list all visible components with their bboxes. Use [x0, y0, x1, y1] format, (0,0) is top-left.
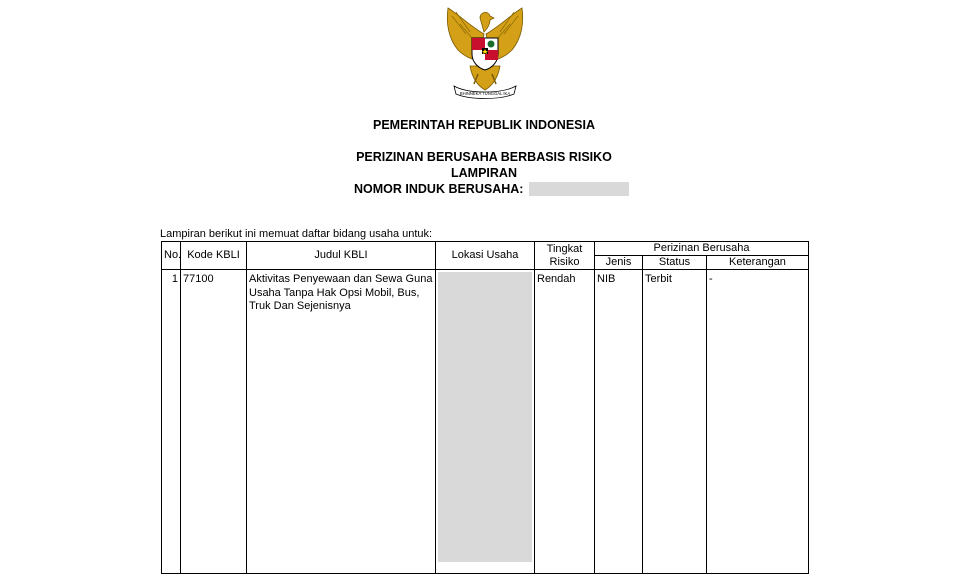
header-status: Status — [643, 256, 707, 270]
lokasi-redacted-block — [438, 272, 532, 562]
garuda-pancasila-emblem-icon — [440, 4, 530, 102]
cell-keterangan: - — [707, 270, 809, 574]
nib-redacted-value — [529, 182, 629, 196]
document-title: PERIZINAN BERUSAHA BERBASIS RISIKO — [356, 150, 612, 164]
cell-status: Terbit — [643, 270, 707, 574]
government-heading: PEMERINTAH REPUBLIK INDONESIA — [372, 118, 595, 132]
cell-kode-kbli: 77100 — [181, 270, 247, 574]
svg-text:BHINNEKA TUNGGAL IKA: BHINNEKA TUNGGAL IKA — [459, 91, 511, 96]
header-no: No. — [162, 242, 181, 270]
cell-judul-kbli: Aktivitas Penyewaan dan Sewa Guna Usaha Tanpa Hak Opsi Mobil, Bus, Truk Dan Sejenisnya — [247, 270, 436, 574]
header-tingkat-risiko: Tingkat Risiko — [535, 242, 595, 270]
cell-tingkat-risiko: Rendah — [535, 270, 595, 574]
intro-text: Lampiran berikut ini memuat daftar bidang usaha untuk: — [160, 228, 433, 240]
kbli-table — [161, 241, 809, 574]
table-row — [162, 270, 809, 574]
header-keterangan: Keterangan — [707, 256, 809, 270]
header-judul-kbli: Judul KBLI — [247, 242, 436, 270]
nib-label: NOMOR INDUK BERUSAHA: — [354, 182, 524, 196]
document-subtitle: LAMPIRAN — [451, 166, 517, 180]
nib-line — [354, 182, 629, 196]
header-jenis: Jenis — [595, 256, 643, 270]
header-perizinan-berusaha: Perizinan Berusaha — [595, 242, 809, 256]
cell-lokasi-usaha — [436, 270, 535, 574]
header-lokasi-usaha: Lokasi Usaha — [436, 242, 535, 270]
cell-jenis: NIB — [595, 270, 643, 574]
header-kode-kbli: Kode KBLI — [181, 242, 247, 270]
cell-no: 1 — [162, 270, 181, 574]
